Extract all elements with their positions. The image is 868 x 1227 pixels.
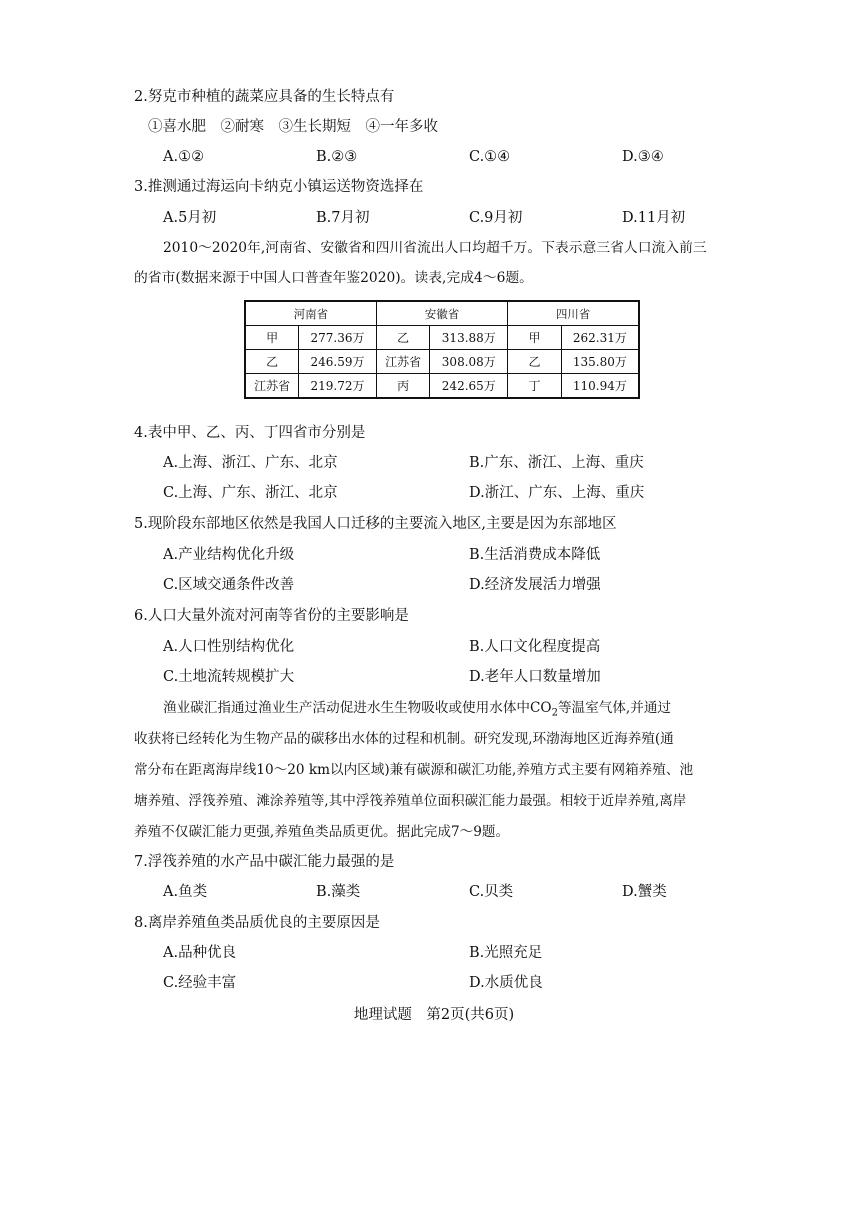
table-cell: 乙	[508, 350, 562, 374]
table-header-sichuan: 四川省	[508, 301, 639, 326]
table-cell: 乙	[376, 326, 430, 350]
q4-option-d: D.浙江、广东、上海、重庆	[469, 485, 645, 501]
table-cell: 277.36万	[299, 326, 377, 350]
q8-option-c: C.经验丰富	[163, 975, 237, 991]
table-cell: 丙	[376, 374, 430, 399]
q7-option-a: A.鱼类	[163, 884, 208, 900]
q8-option-a: A.品种优良	[163, 945, 237, 961]
q3-option-d: D.11月初	[622, 210, 686, 226]
table-cell: 313.88万	[430, 326, 508, 350]
table-cell: 江苏省	[245, 374, 299, 399]
population-table	[244, 300, 640, 399]
q6-option-d: D.老年人口数量增加	[469, 669, 601, 685]
intro2-line3: 常分布在距离海岸线10～20 km以内区域)兼有碳源和碳汇功能,养殖方式主要有网箱养殖、池	[134, 762, 694, 778]
table-cell: 242.65万	[430, 374, 508, 399]
q5-option-a: A.产业结构优化升级	[163, 547, 295, 563]
q6-option-c: C.土地流转规模扩大	[163, 669, 295, 685]
table-cell: 甲	[245, 326, 299, 350]
q7-option-d: D.蟹类	[622, 884, 667, 900]
table-cell: 110.94万	[561, 374, 639, 399]
q3-option-c: C.9月初	[469, 210, 523, 226]
q6-option-a: A.人口性别结构优化	[163, 639, 295, 655]
q6-stem: 6.人口大量外流对河南等省份的主要影响是	[134, 608, 409, 624]
intro2-line4: 塘养殖、浮筏养殖、滩涂养殖等,其中浮筏养殖单位面积碳汇能力最强。相较于近岸养殖,离岸	[134, 793, 687, 809]
intro2-line1a: 渔业碳汇指通过渔业生产活动促进水生生物吸收或使用水体中CO	[163, 700, 552, 716]
intro1-line2: 的省市(数据来源于中国人口普查年鉴2020)。读表,完成4～6题。	[134, 270, 533, 286]
q4-option-b: B.广东、浙江、上海、重庆	[469, 455, 644, 471]
table-cell: 135.80万	[561, 350, 639, 374]
q5-option-d: D.经济发展活力增强	[469, 577, 601, 593]
q8-option-b: B.光照充足	[469, 945, 543, 961]
q7-option-c: C.贝类	[469, 884, 514, 900]
q3-option-b: B.7月初	[316, 210, 370, 226]
q2-option-c: C.①④	[469, 149, 511, 165]
q7-stem: 7.浮筏养殖的水产品中碳汇能力最强的是	[134, 854, 395, 870]
table-header-anhui: 安徽省	[376, 301, 507, 326]
q2-stem: 2.努克市种植的蔬菜应具备的生长特点有	[134, 89, 395, 105]
table-cell: 219.72万	[299, 374, 377, 399]
table-header-row	[245, 301, 639, 326]
q6-option-b: B.人口文化程度提高	[469, 639, 601, 655]
intro2-line5: 养殖不仅碳汇能力更强,养殖鱼类品质更优。据此完成7～9题。	[134, 824, 510, 840]
q5-stem: 5.现阶段东部地区依然是我国人口迁移的主要流入地区,主要是因为东部地区	[134, 516, 617, 532]
intro2-line1b: 等温室气体,并通过	[557, 700, 672, 716]
q3-option-a: A.5月初	[163, 210, 217, 226]
table-row	[245, 326, 639, 350]
q2-items: ①喜水肥 ②耐寒 ③生长期短 ④一年多收	[148, 119, 438, 135]
table-cell: 246.59万	[299, 350, 377, 374]
q8-option-d: D.水质优良	[469, 975, 543, 991]
table-cell: 308.08万	[430, 350, 508, 374]
q7-option-b: B.藻类	[316, 884, 361, 900]
q5-option-b: B.生活消费成本降低	[469, 547, 601, 563]
page-footer: 地理试题 第2页(共6页)	[353, 1007, 515, 1023]
q8-stem: 8.离岸养殖鱼类品质优良的主要原因是	[134, 915, 380, 931]
intro1-line1: 2010～2020年,河南省、安徽省和四川省流出人口均超千万。下表示意三省人口流入前三	[163, 240, 707, 256]
q4-option-a: A.上海、浙江、广东、北京	[163, 455, 338, 471]
q4-option-c: C.上海、广东、浙江、北京	[163, 485, 338, 501]
table-row	[245, 350, 639, 374]
q4-stem: 4.表中甲、乙、丙、丁四省市分别是	[134, 425, 366, 441]
q5-option-c: C.区域交通条件改善	[163, 577, 295, 593]
table-cell: 262.31万	[561, 326, 639, 350]
intro2-line2: 收获将已经转化为生物产品的碳移出水体的过程和机制。研究发现,环渤海地区近海养殖(通	[134, 731, 674, 747]
intro2-co2-subscript: 2	[551, 707, 558, 719]
q2-option-d: D.③④	[622, 149, 664, 165]
table-header-henan: 河南省	[245, 301, 376, 326]
q2-option-a: A.①②	[163, 149, 205, 165]
table-row	[245, 374, 639, 399]
q3-stem: 3.推测通过海运向卡纳克小镇运送物资选择在	[134, 179, 424, 195]
table-cell: 江苏省	[376, 350, 430, 374]
table-cell: 甲	[508, 326, 562, 350]
table-cell: 丁	[508, 374, 562, 399]
q2-option-b: B.②③	[316, 149, 358, 165]
intro2-line1	[163, 698, 671, 724]
table-cell: 乙	[245, 350, 299, 374]
